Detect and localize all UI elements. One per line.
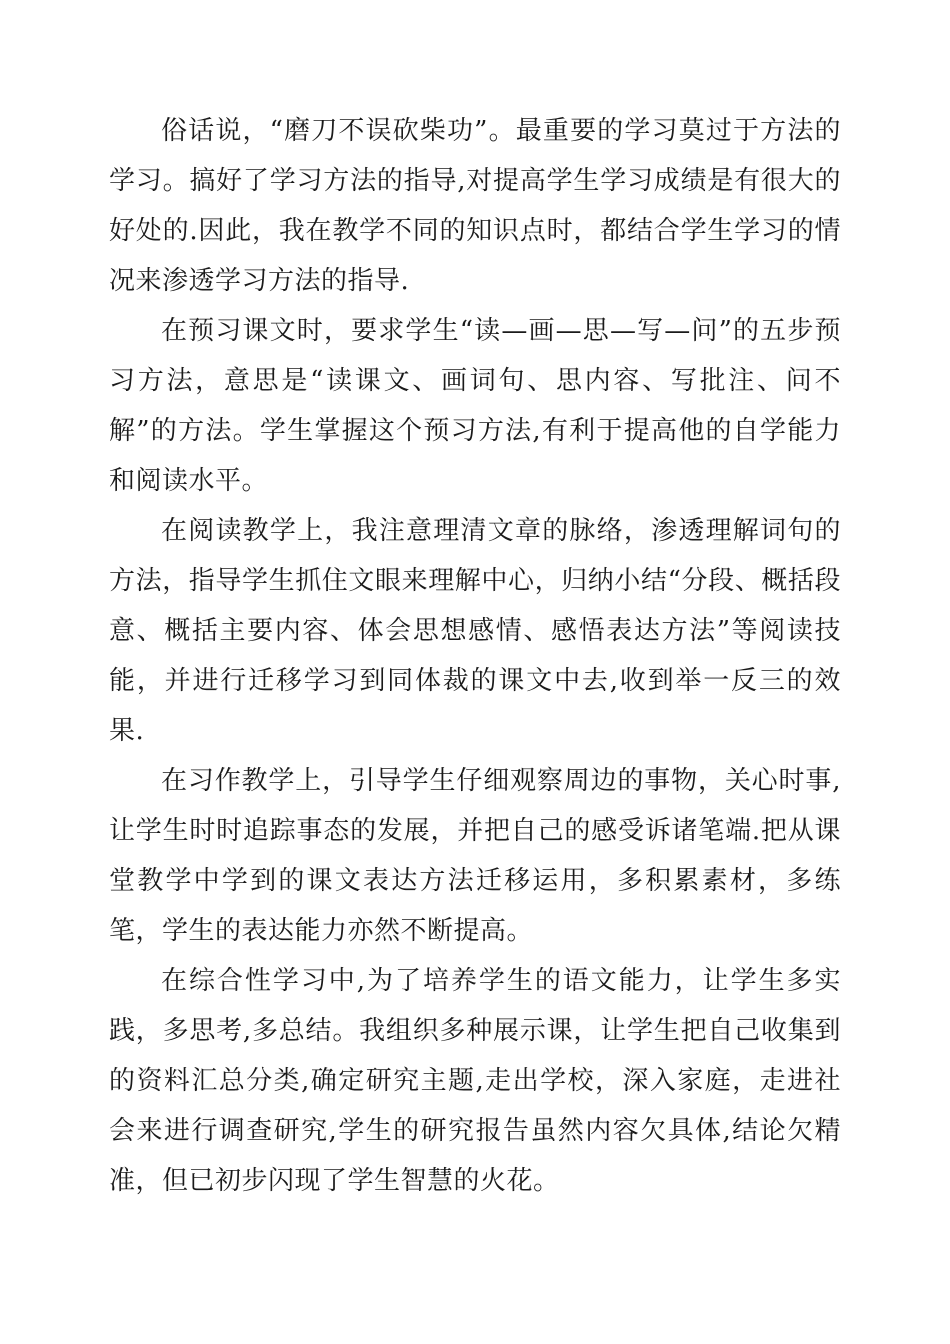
paragraph-preview-method: 在预习课文时，要求学生“读—画—思—写—问”的五步预习方法，意思是“读课文、画词句、思内容、写批注、问不解”的方法。学生掌握这个预习方法,有利于提高他的自学能力和阅读水平。: [109, 316, 841, 496]
document-body: [109, 106, 841, 1206]
paragraph-writing-teaching: 在习作教学上，引导学生仔细观察周边的事物，关心时事,让学生时时追踪事态的发展，并把自己的感受诉诸笔端.把从课堂教学中学到的课文表达方法迁移运用，多积累素材，多练笔，学生的表达能力亦然不断提高。: [109, 766, 841, 946]
paragraph-reading-teaching: 在阅读教学上，我注意理清文章的脉络，渗透理解词句的方法，指导学生抓住文眼来理解中心，归纳小结“分段、概括段意、概括主要内容、体会思想感情、感悟表达方法”等阅读技能，并进行迁移学习到同体裁的课文中去,收到举一反三的效果.: [109, 516, 841, 746]
paragraph-method-importance: 俗话说，“磨刀不误砍柴功”。最重要的学习莫过于方法的学习。搞好了学习方法的指导,对提高学生学习成绩是有很大的好处的.因此，我在教学不同的知识点时，都结合学生学习的情况来渗透学习方法的指导.: [109, 116, 841, 296]
paragraph-comprehensive-learning: 在综合性学习中,为了培养学生的语文能力，让学生多实践，多思考,多总结。我组织多种展示课，让学生把自己收集到的资料汇总分类,确定研究主题,走出学校，深入家庭，走进社会来进行调查研究,学生的研究报告虽然内容欠具体,结论欠精准，但已初步闪现了学生智慧的火花。: [109, 966, 841, 1196]
